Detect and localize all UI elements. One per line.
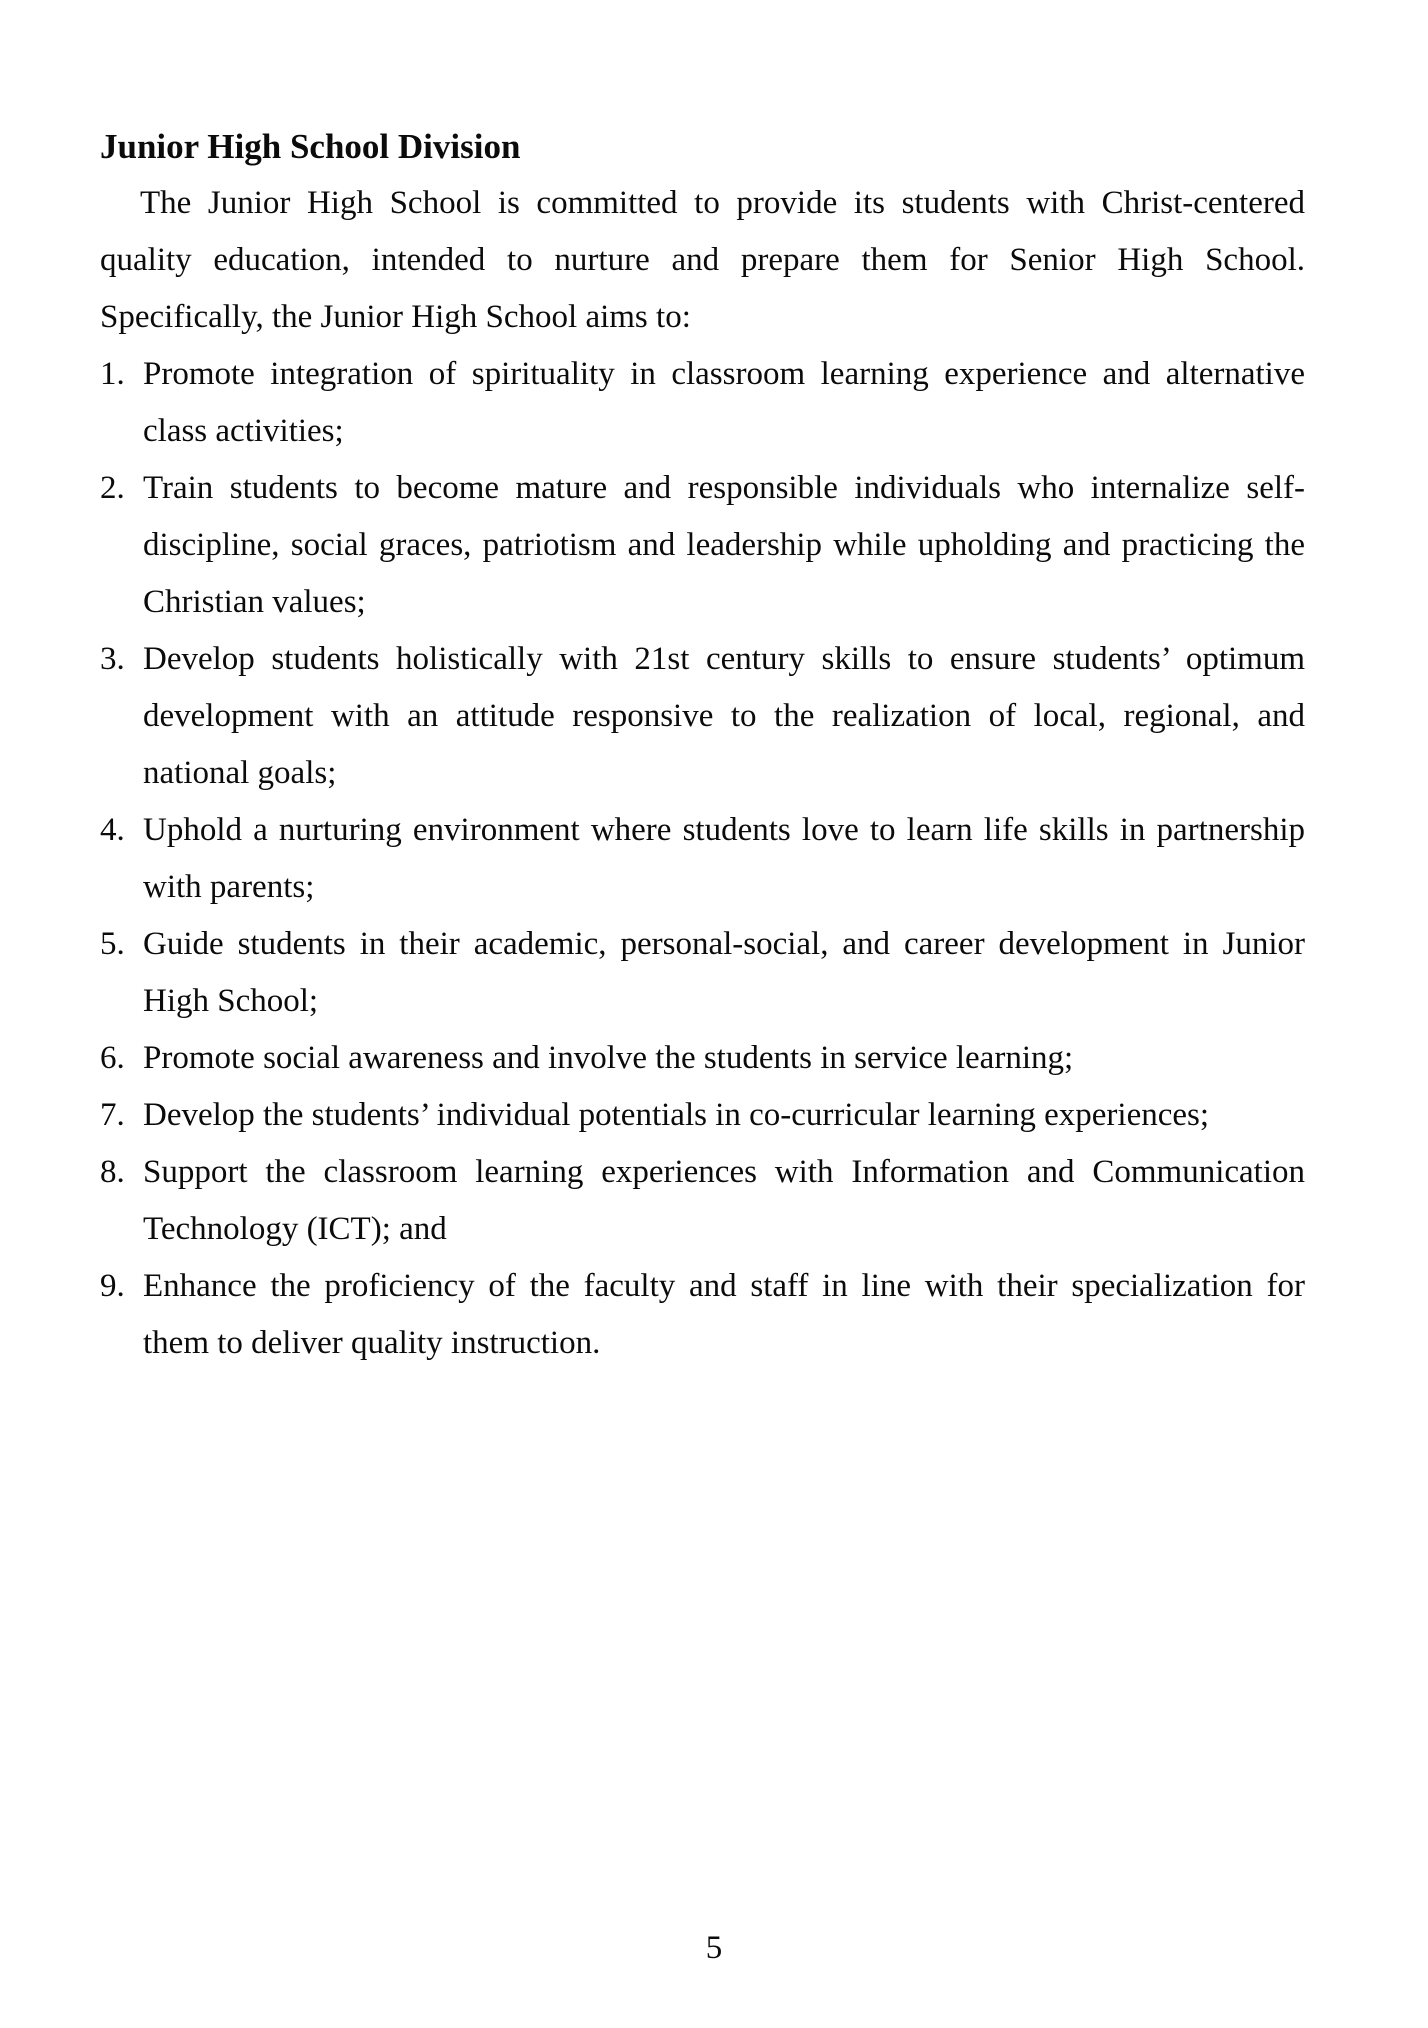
list-item-text: Guide students in their academic, personal-social, and career development in Junior High School; xyxy=(143,926,1305,1019)
list-item xyxy=(100,1092,1305,1139)
list-item-number: 5. xyxy=(100,926,125,962)
list-item-number: 2. xyxy=(100,470,125,506)
list-item-number: 8. xyxy=(100,1154,125,1190)
intro-paragraph: The Junior High School is committed to provide its students with Christ-centered quality education, intended to nurture and prepare them for Senior High School. Specifically, the Junior High School aims to: xyxy=(100,185,1305,335)
section-title: Junior High School Division xyxy=(100,127,521,166)
list-item-number: 6. xyxy=(100,1040,125,1076)
list-item-text: Promote social awareness and involve the students in service learning; xyxy=(143,1040,1074,1076)
list-item-number: 7. xyxy=(100,1097,125,1133)
list-item xyxy=(100,1144,1305,1258)
list-item xyxy=(100,631,1305,802)
list-item xyxy=(100,460,1305,631)
list-item-number: 4. xyxy=(100,812,125,848)
list-item-text: Develop students holistically with 21st century skills to ensure students’ optimum development with an attitude responsive to the realization of local, regional, and national goals; xyxy=(143,641,1305,791)
list-item xyxy=(100,916,1305,1030)
page-number: 5 xyxy=(705,1930,723,1966)
list-item xyxy=(100,802,1305,916)
list-item-text: Promote integration of spirituality in classroom learning experience and alternative class activities; xyxy=(143,356,1305,449)
page-content xyxy=(100,118,1305,1372)
list-item xyxy=(100,1030,1305,1087)
list-item xyxy=(100,1258,1305,1372)
list-item-number: 1. xyxy=(100,356,125,392)
list-item-text: Develop the students’ individual potentials in co-curricular learning experiences; xyxy=(143,1097,1210,1133)
aims-list xyxy=(100,346,1305,1372)
list-item-text: Uphold a nurturing environment where students love to learn life skills in partnership with parents; xyxy=(143,812,1305,905)
list-item-text: Enhance the proficiency of the faculty and staff in line with their specialization for them to deliver quality instruction. xyxy=(143,1268,1305,1361)
list-item xyxy=(100,346,1305,460)
list-item-text: Support the classroom learning experiences with Information and Communication Technology (ICT); and xyxy=(143,1154,1305,1247)
list-item-text: Train students to become mature and responsible individuals who internalize self-discipline, social graces, patriotism and leadership while upholding and practicing the Christian values; xyxy=(143,470,1305,620)
list-item-number: 3. xyxy=(100,641,125,677)
list-item-number: 9. xyxy=(100,1268,125,1304)
